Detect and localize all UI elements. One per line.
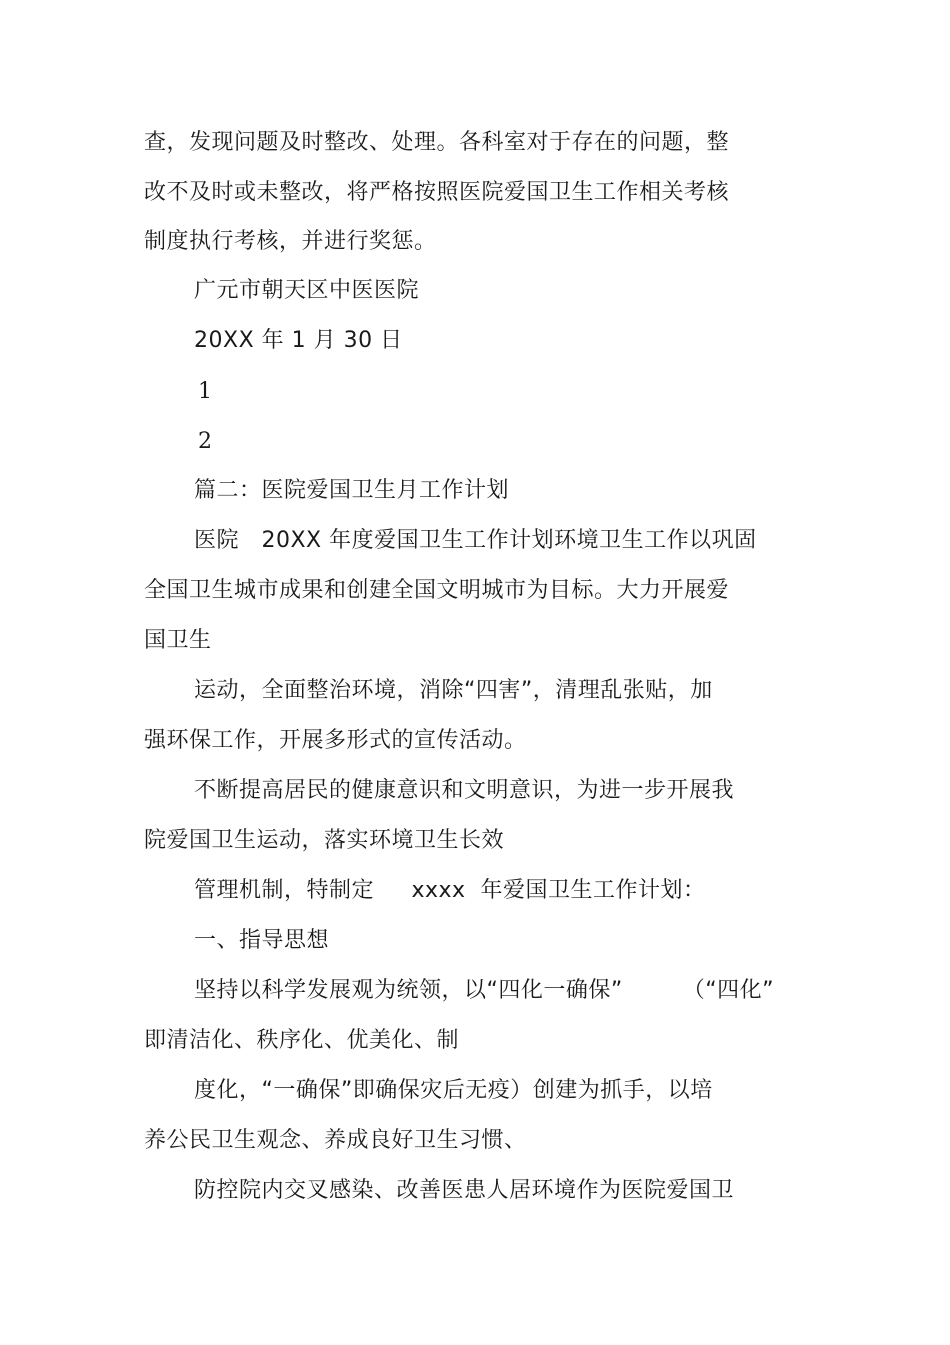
text-line: 运动，全面整治环境，消除“四害”，清理乱张贴，加	[194, 678, 713, 703]
text-line: 管理机制，特制定 xxxx 年爱国卫生工作计划：	[194, 878, 706, 903]
text-line: 院爱国卫生运动，落实环境卫生长效	[144, 828, 505, 853]
text-line: 不断提高居民的健康意识和文明意识，为进一步开展我	[194, 778, 735, 803]
signature-org: 广元市朝天区中医医院	[194, 278, 420, 303]
text-line: 全国卫生城市成果和创建全国文明城市为目标。大力开展爱	[144, 578, 730, 603]
text-line: 制度执行考核，并进行奖惩。	[144, 229, 437, 254]
text-line: 强环保工作，开展多形式的宣传活动。	[144, 728, 527, 753]
signature-date: 20XX 年 1 月 30 日	[194, 328, 403, 353]
text-line: 坚持以科学发展观为统领，以“四化一确保” （“四化”	[194, 978, 775, 1003]
text-line: 养公民卫生观念、养成良好卫生习惯、	[144, 1128, 527, 1153]
text-line: 查，发现问题及时整改、处理。各科室对于存在的问题，整	[144, 130, 730, 155]
text-line: 改不及时或未整改，将严格按照医院爱国卫生工作相关考核	[144, 180, 730, 205]
text-line: 防控院内交叉感染、改善医患人居环境作为医院爱国卫	[194, 1178, 735, 1203]
section-heading: 一、指导思想	[194, 928, 330, 953]
page-number: 2	[198, 429, 213, 454]
text-line: 度化，“一确保”即确保灾后无疫）创建为抓手，以培	[194, 1078, 713, 1103]
text-line: 医院 20XX 年度爱国卫生工作计划环境卫生工作以巩固	[194, 528, 757, 553]
text-line: 即清洁化、秩序化、优美化、制	[144, 1028, 460, 1053]
text-line: 国卫生	[144, 628, 212, 653]
section-title: 篇二：医院爱国卫生月工作计划	[194, 478, 510, 503]
page-number: 1	[198, 379, 213, 404]
